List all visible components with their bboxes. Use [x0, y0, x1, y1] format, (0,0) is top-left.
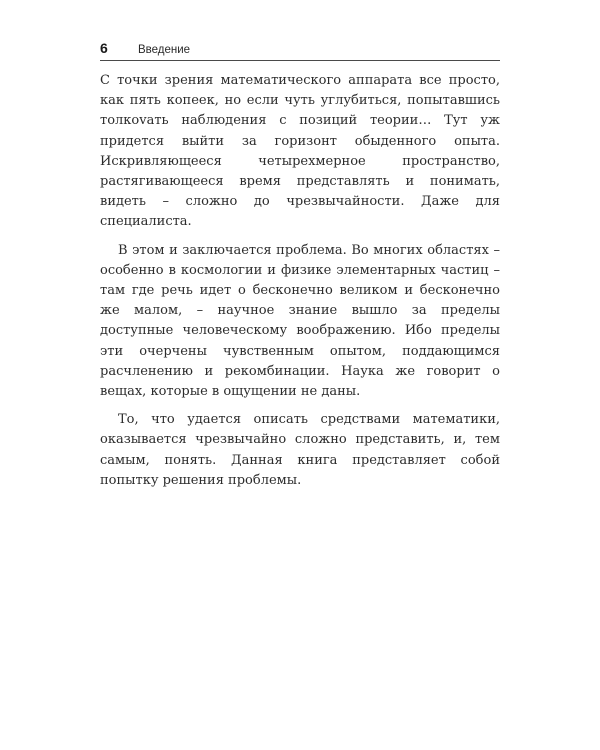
paragraph: С точки зрения математического аппарата все просто, как пять копеек, но если чуть углубиться, попытавшись толкоvать наблюдения с позиций теории… Тут уж придется выйти за горизонт обыденного опыта. Искривляющееся четырехмерное пространство, растягивающееся время представлять и понимать, видеть – сложно до чрезвычайности. Даже для специалиста. [100, 73, 500, 230]
paragraph: В этом и заключается проблема. Во многих областях – особенно в космологии и физике элементарных частиц – там где речь идет о бесконечно великом и бесконечно же малом, – научное знание вышло за пределы доступные человеческому воображению. Ибо пределы эти очерчены чувственным опытом, поддающимся расчленению и рекомбинации. Наука же говорит о вещах, которые в ощущении не даны. [100, 242, 500, 400]
body-text [100, 71, 500, 499]
paragraph: То, что удается описать средствами математики, оказывается чрезвычайно сложно представить, и, тем самым, понять. Данная книга представляет собой попытку решения проблемы. [100, 412, 500, 488]
header-rule [100, 60, 500, 61]
page-number: 6 [100, 40, 108, 56]
section-title: Введение [138, 44, 191, 56]
running-head [100, 40, 500, 60]
